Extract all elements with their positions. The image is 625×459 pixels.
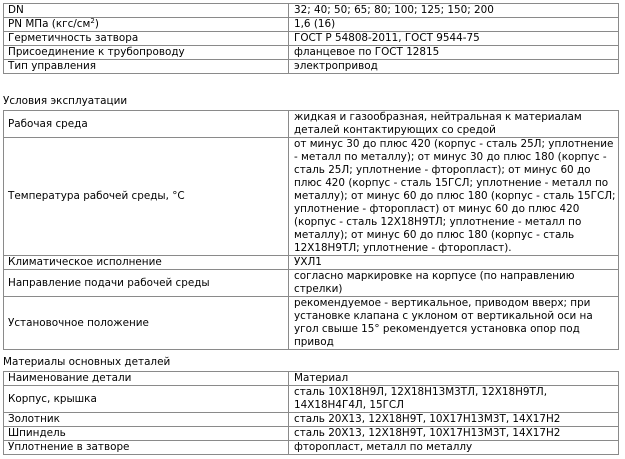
table-row [4,4,619,18]
table-row [4,46,619,60]
row-label [4,18,289,32]
table-row [4,32,619,46]
table-row [4,270,619,297]
table-row [4,413,619,427]
row-label: Присоединение к трубопроводу [4,46,289,60]
row-value: ГОСТ Р 54808-2011, ГОСТ 9544-75 [289,32,619,46]
section-title-materials: Материалы основных деталей [3,356,171,368]
row-value: электропривод [289,60,619,74]
row-label: Уплотнение в затворе [4,441,289,455]
row-value: 1,6 (16) [289,18,619,32]
column-header-part: Наименование детали [4,372,289,386]
table-row [4,441,619,455]
row-label: Установочное положение [4,297,289,350]
pn-label-end: ) [94,18,99,30]
row-value: сталь 10Х18Н9Л, 12Х18Н13М3ТЛ, 12Х18Н9ТЛ, 14Х18Н4Г4Л, 15ГСЛ [289,386,619,413]
row-label: Тип управления [4,60,289,74]
row-value: сталь 20Х13, 12Х18Н9Т, 10Х17Н13М3Т, 14Х17Н2 [289,427,619,441]
row-label: Рабочая среда [4,111,289,138]
table-row [4,427,619,441]
row-label: Температура рабочей среды, °С [4,138,289,256]
row-label: Климатическое исполнение [4,256,289,270]
column-header-material: Материал [289,372,619,386]
row-label: Шпиндель [4,427,289,441]
row-label: Корпус, крышка [4,386,289,413]
table-row [4,138,619,256]
row-value: согласно маркировке на корпусе (по направлению стрелки) [289,270,619,297]
table-row [4,386,619,413]
row-label: DN [4,4,289,18]
table-row [4,256,619,270]
row-value: фторопласт, металл по металлу [289,441,619,455]
section-title-operating-conditions: Условия эксплуатации [3,95,128,107]
table-row [4,111,619,138]
table-header-row [4,372,619,386]
table-row [4,297,619,350]
row-value: УХЛ1 [289,256,619,270]
row-value: 32; 40; 50; 65; 80; 100; 125; 150; 200 [289,4,619,18]
row-value: сталь 20Х13, 12Х18Н9Т, 10Х17Н13М3Т, 14Х17Н2 [289,413,619,427]
materials-table [3,371,619,455]
pn-label-text: PN МПа (кгс/см [8,18,91,30]
row-value: от минус 30 до плюс 420 (корпус - сталь 25Л; уплотнение - металл по металлу); от минус 30 до плюс 180 (корпус - сталь 25Л; уплотнение - фторопласт); от минус 60 до плюс 420 (корпус - сталь 15ГСЛ; уплотнение - металл по металлу); от минус 60 до плюс 180 (корпус - сталь 15ГСЛ; уплотнение - фторопласт) от минус 60 до плюс 420 (корпус - сталь 12Х18Н9ТЛ; уплотнение - металл по металлу); от минус 60 до плюс 180 (корпус - сталь 12Х18Н9ТЛ; уплотнение - фторопласт). [289,138,619,256]
row-label: Золотник [4,413,289,427]
pn-label-sup: 2 [90,17,95,25]
operating-conditions-table [3,110,619,350]
row-value: фланцевое по ГОСТ 12815 [289,46,619,60]
row-label: Направление подачи рабочей среды [4,270,289,297]
row-value: рекомендуемое - вертикальное, приводом вверх; при установке клапана с уклоном от вертикальной оси на угол свыше 15° рекомендуется установка опор под привод [289,297,619,350]
table-row [4,18,619,32]
row-value: жидкая и газообразная, нейтральная к материалам деталей контактирующих со средой [289,111,619,138]
specs-table [3,3,619,74]
row-label: Герметичность затвора [4,32,289,46]
table-row [4,60,619,74]
